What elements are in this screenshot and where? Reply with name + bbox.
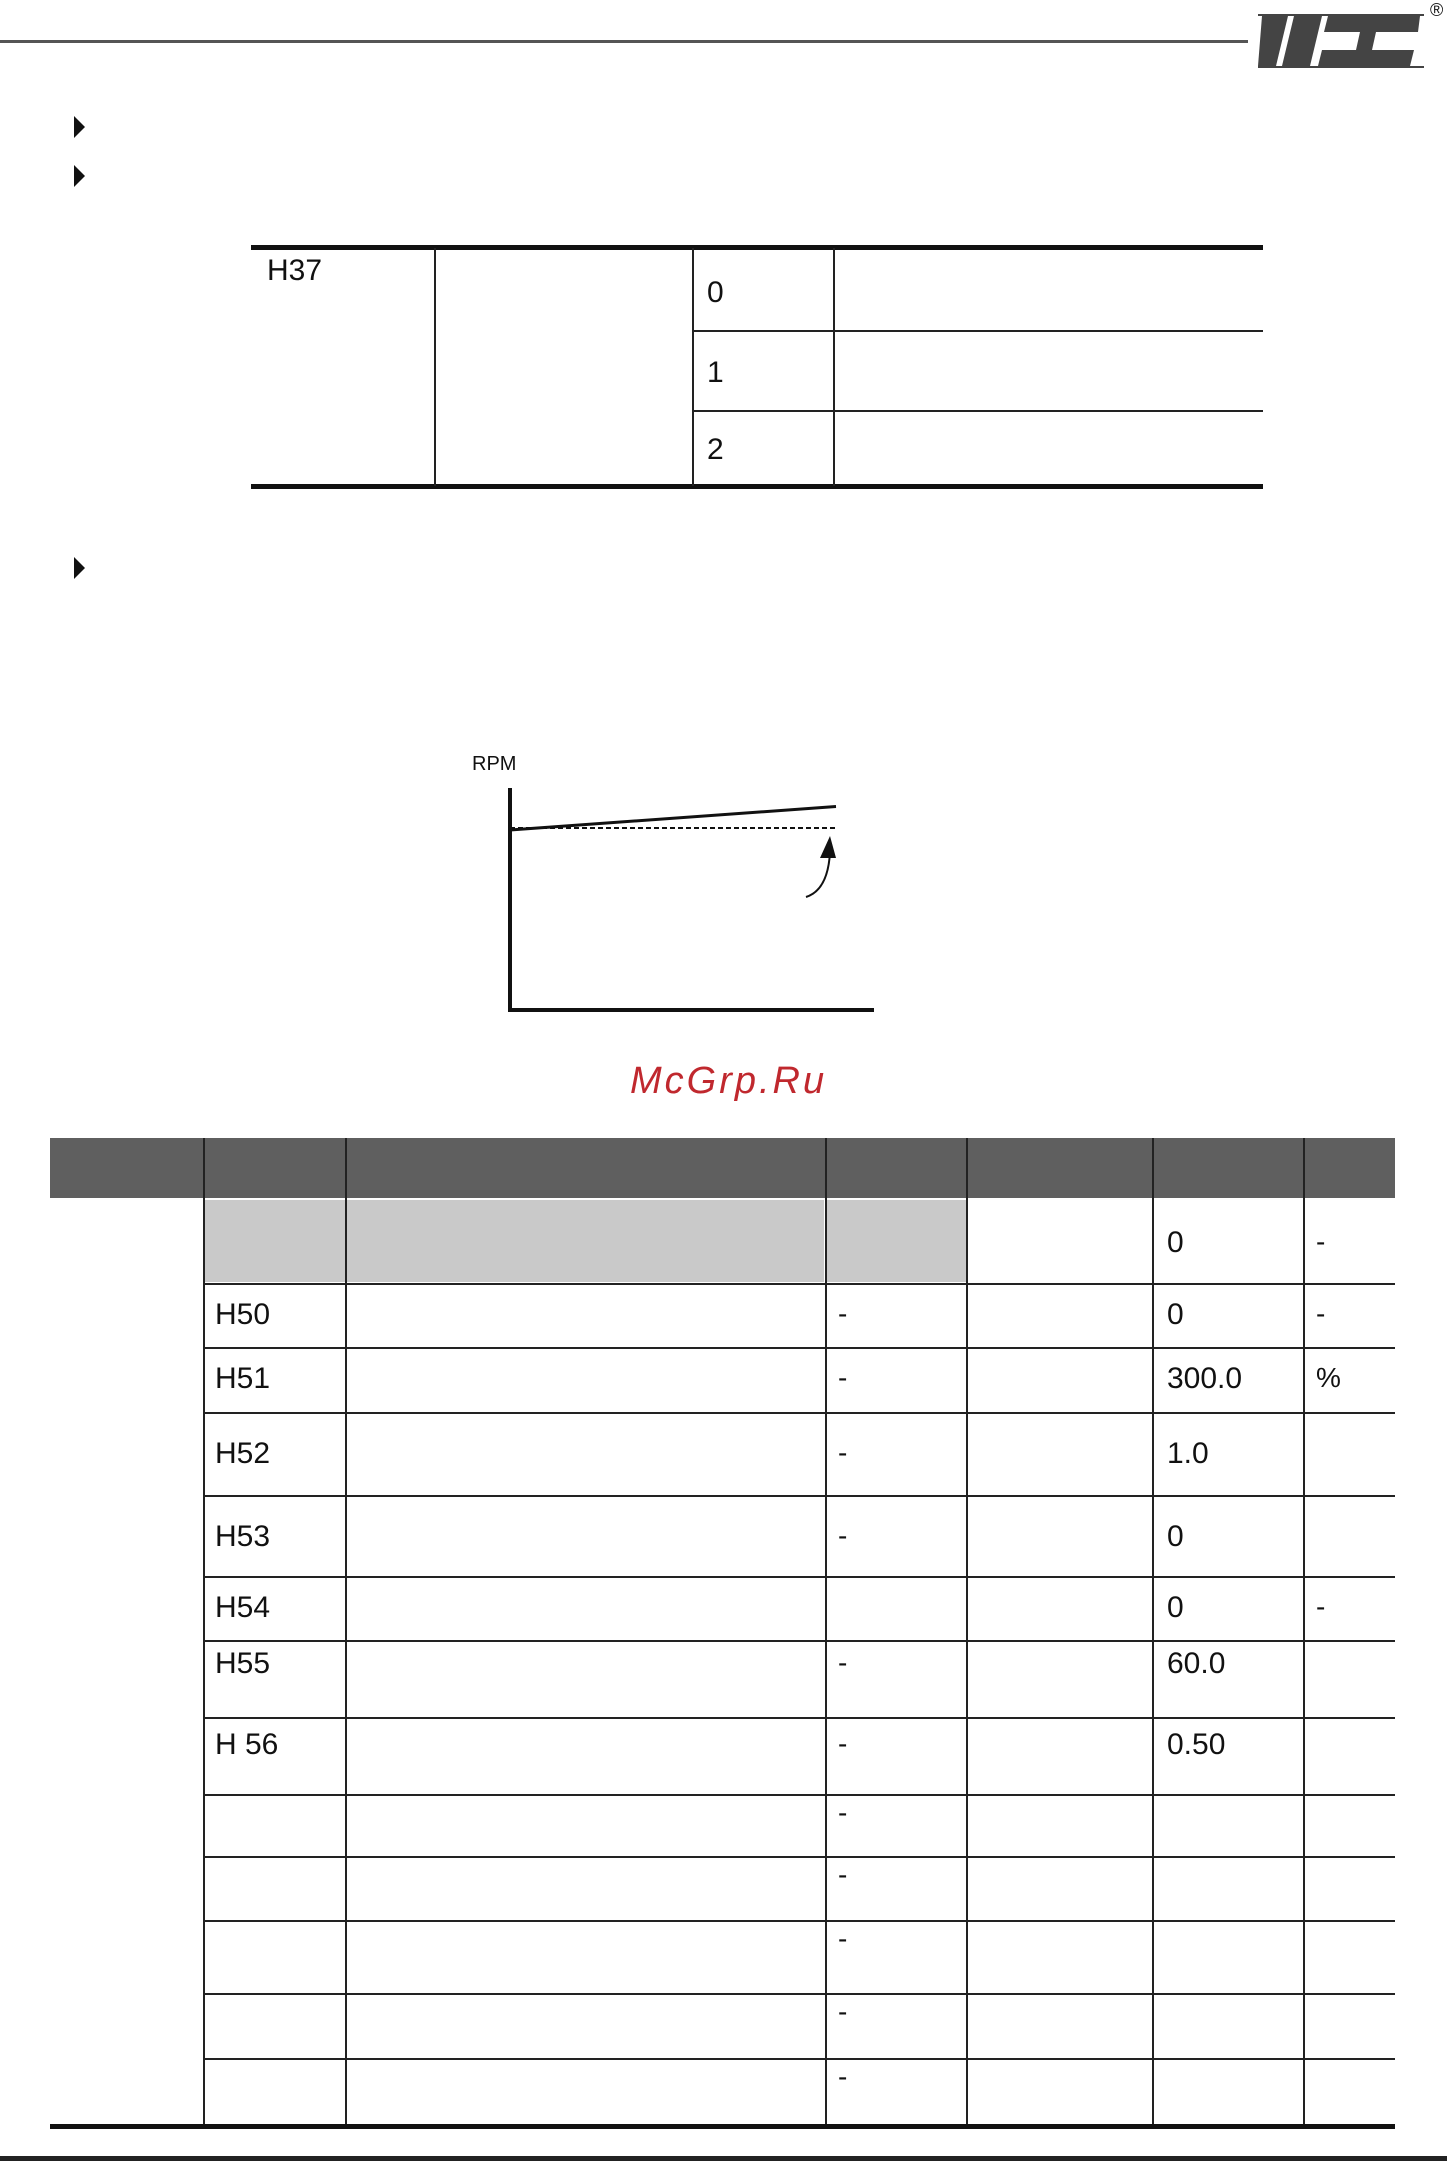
- table-row-divider: [203, 1794, 1395, 1796]
- param-table-header: [50, 1138, 1395, 1198]
- table-cell-dash: -: [838, 1923, 848, 1954]
- table-row-divider: [203, 2058, 1395, 2060]
- table-bottom-rule: [50, 2124, 1395, 2129]
- rpm-chart: [440, 740, 900, 1020]
- h37-option-0: 0: [707, 276, 724, 309]
- h37-option-1: 1: [707, 356, 724, 389]
- table-cell-value: 0: [1167, 1520, 1184, 1553]
- table-cell-value: 0: [1167, 1226, 1184, 1259]
- footer-rule: [0, 2156, 1447, 2161]
- table-column-divider: [825, 1138, 827, 2126]
- h37-option-2: 2: [707, 433, 724, 466]
- table-cell-code: H51: [215, 1362, 271, 1395]
- bullet-icon: [74, 116, 85, 138]
- grey-cell: [826, 1200, 966, 1282]
- table-cell-value: 60.0: [1167, 1647, 1226, 1680]
- table-row-divider: [203, 1717, 1395, 1719]
- table-cell-dash: -: [838, 1996, 848, 2027]
- table-cell-dash: -: [838, 2061, 848, 2092]
- recovery-arrow-curve: [806, 852, 830, 897]
- table-column-divider: [1152, 1138, 1154, 2126]
- table-cell-unit: %: [1316, 1362, 1341, 1393]
- table-row-divider: [203, 1576, 1395, 1578]
- h37-code: H37: [267, 254, 323, 287]
- table-cell-code: H52: [215, 1437, 271, 1470]
- table-cell-value: 300.0: [1167, 1362, 1243, 1395]
- registered-mark: ®: [1430, 0, 1444, 20]
- bullet-icon: [74, 165, 85, 187]
- bullet-icon: [74, 557, 85, 579]
- recovery-arrow-head-icon: [820, 836, 836, 858]
- table-cell-dash: -: [838, 1437, 848, 1468]
- table-cell-code: H50: [215, 1298, 271, 1331]
- table-row-divider: [203, 1412, 1395, 1414]
- header-rule: [0, 40, 1248, 43]
- actual-speed-line: [510, 807, 836, 831]
- brand-logo: [1258, 12, 1426, 70]
- table-cell-value: 0.50: [1167, 1728, 1226, 1761]
- table-cell-code: H55: [215, 1647, 271, 1680]
- table-cell-code: H 56: [215, 1728, 279, 1761]
- table-row-divider: [203, 1993, 1395, 1995]
- table-cell-unit: -: [1316, 1298, 1326, 1329]
- table-cell-dash: -: [838, 1298, 848, 1329]
- table-cell-value: 0: [1167, 1591, 1184, 1624]
- table-cell-unit: -: [1316, 1226, 1326, 1257]
- rpm-axis-label: RPM: [472, 753, 517, 775]
- table-cell-dash: -: [838, 1362, 848, 1393]
- grey-cell: [203, 1200, 345, 1282]
- table-row-divider: [203, 1920, 1395, 1922]
- table-column-divider: [345, 1138, 347, 2126]
- table-cell-code: H53: [215, 1520, 271, 1553]
- watermark: McGrp.Ru: [630, 1060, 828, 1102]
- table-row-divider: [203, 1856, 1395, 1858]
- table-cell-dash: -: [838, 1728, 848, 1759]
- table-row-divider: [203, 1347, 1395, 1349]
- table-cell-dash: -: [838, 1859, 848, 1890]
- table-cell-dash: -: [838, 1797, 848, 1828]
- grey-cell: [346, 1200, 824, 1282]
- table-cell-code: H54: [215, 1591, 271, 1624]
- table-column-divider: [203, 1138, 205, 2126]
- table-cell-value: 1.0: [1167, 1437, 1209, 1470]
- table-column-divider: [1303, 1138, 1305, 2126]
- table-row-divider: [203, 1495, 1395, 1497]
- table-cell-unit: -: [1316, 1591, 1326, 1622]
- table-cell-dash: -: [838, 1647, 848, 1678]
- table-row-divider: [203, 1283, 1395, 1285]
- table-cell-value: 0: [1167, 1298, 1184, 1331]
- table-row-divider: [203, 1640, 1395, 1642]
- table-cell-dash: -: [838, 1520, 848, 1551]
- table-column-divider: [966, 1138, 968, 2126]
